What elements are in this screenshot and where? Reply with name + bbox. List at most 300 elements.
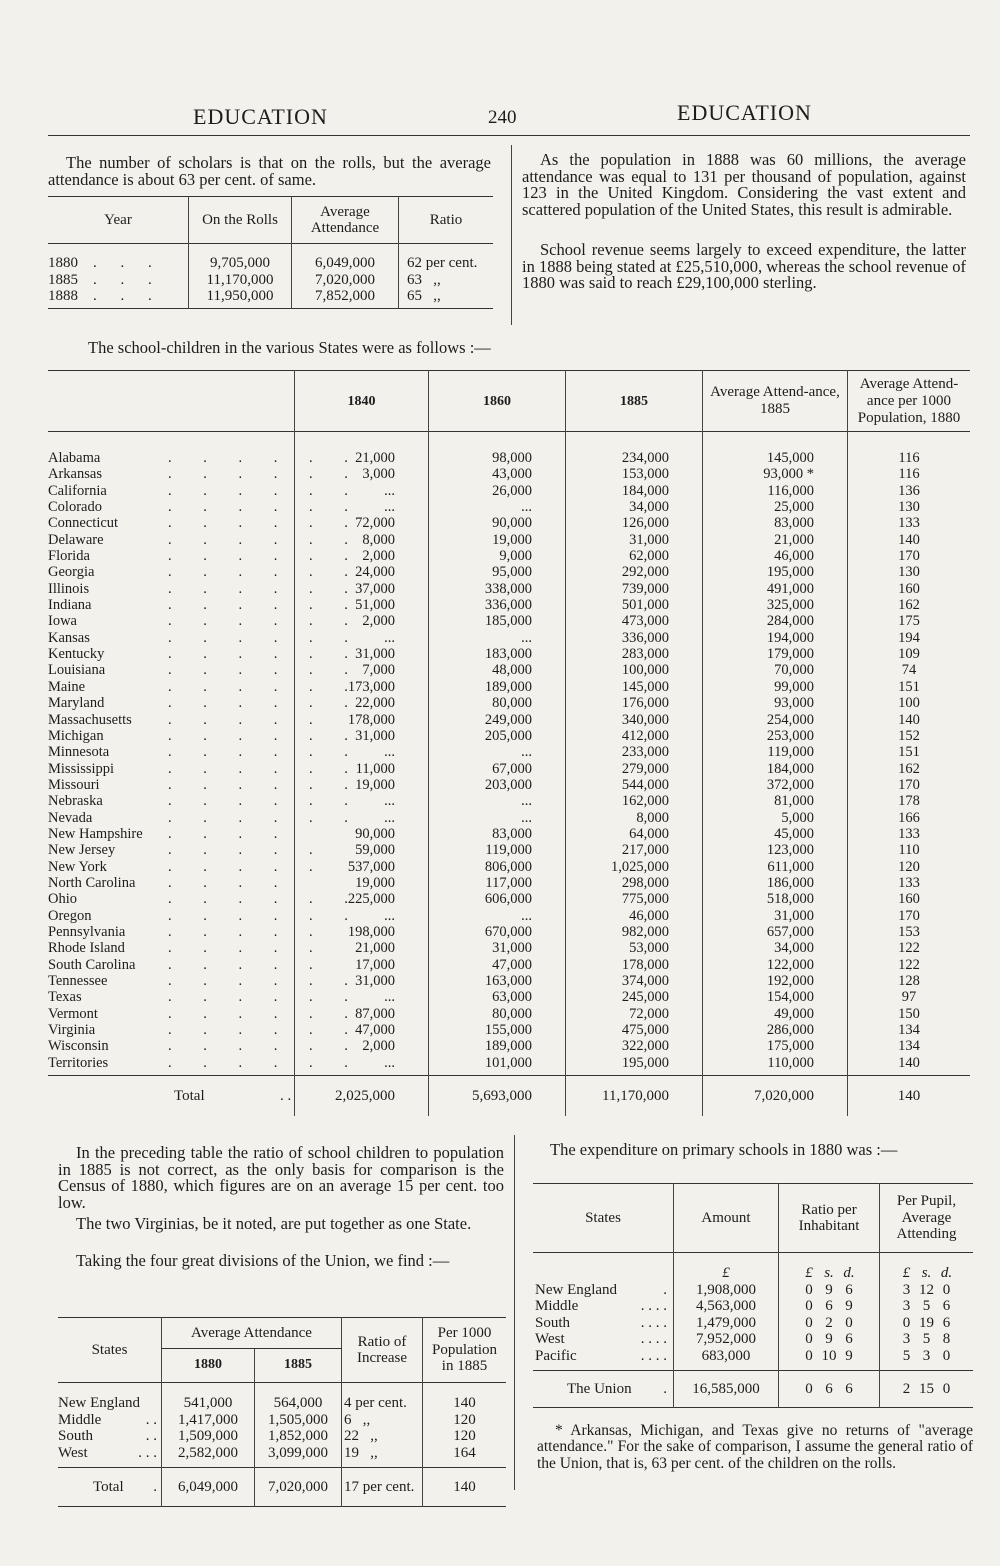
- state-row: [48, 1055, 970, 1076]
- exp-unit-ps: s.: [921, 1265, 932, 1281]
- years-row: [48, 288, 493, 308]
- state-dots: . . . . . .: [168, 907, 362, 924]
- division-ratio: 4 per cent.: [342, 1383, 423, 1412]
- state-per1000: 109: [848, 646, 971, 662]
- state-dots: . . . . . .: [168, 466, 362, 483]
- state-name: Minnesota: [48, 744, 110, 761]
- state-1885: 775,000: [566, 891, 703, 907]
- years-row: [48, 272, 493, 289]
- state-per1000: 153: [848, 924, 971, 940]
- division-name-cell: [58, 1428, 162, 1445]
- state-1885: 217,000: [566, 842, 703, 858]
- years-attendance: 6,049,000: [292, 244, 399, 272]
- expenditure-ratio: [779, 1315, 880, 1332]
- state-dots: . . . . . .: [168, 646, 362, 663]
- division-dots: . .: [145, 1411, 157, 1428]
- state-1840: 198,000: [295, 924, 429, 940]
- state-name: Pennsylvania: [48, 923, 126, 940]
- state-dots: . . . . .: [168, 956, 327, 973]
- years-header-ratio: Ratio: [399, 197, 494, 244]
- year-dots: . . .: [93, 255, 162, 271]
- state-row: [48, 744, 970, 760]
- exp-header-amount: Amount: [674, 1184, 779, 1253]
- division-per: 140: [423, 1383, 507, 1412]
- division-1880: 1,417,000: [162, 1412, 255, 1429]
- state-1860: 670,000: [429, 924, 566, 940]
- state-name: Mississippi: [48, 760, 115, 777]
- state-avg: 70,000: [703, 662, 848, 678]
- div-total-per: 140: [423, 1468, 507, 1507]
- division-name-cell: [58, 1445, 162, 1468]
- state-name-cell: [48, 1054, 362, 1076]
- state-name: Nevada: [48, 809, 93, 826]
- years-year: [48, 288, 189, 308]
- expenditure-pupil: [880, 1348, 974, 1371]
- state-1840: 21,000: [295, 940, 429, 956]
- state-1885: 412,000: [566, 728, 703, 744]
- state-name-cell: [48, 515, 362, 532]
- expenditure-table: [533, 1183, 973, 1408]
- state-1860: 95,000: [429, 564, 566, 580]
- state-1860: 9,000: [429, 548, 566, 564]
- state-1885: 336,000: [566, 630, 703, 646]
- years-header-attendance: Average Attendance: [292, 197, 399, 244]
- state-avg: 611,000: [703, 859, 848, 875]
- state-1840: 31,000: [295, 728, 429, 744]
- state-avg: 99,000: [703, 679, 848, 695]
- division-1880: 541,000: [162, 1383, 255, 1412]
- division-1880: 1,509,000: [162, 1428, 255, 1445]
- state-name-cell: [48, 776, 362, 793]
- state-dots: . . . . .: [168, 842, 327, 859]
- state-per1000: 162: [848, 761, 971, 777]
- expenditure-name: South: [535, 1314, 571, 1331]
- state-per1000: 100: [848, 695, 971, 711]
- expenditure-ratio-part: 9: [845, 1298, 853, 1314]
- state-name-cell: [48, 678, 362, 695]
- expenditure-pupil-part: 3: [902, 1331, 911, 1347]
- expenditure-ratio: [779, 1331, 880, 1348]
- state-1840: ...: [295, 810, 429, 826]
- state-per1000: 122: [848, 957, 971, 973]
- division-row: [58, 1445, 506, 1468]
- state-per1000: 116: [848, 432, 971, 467]
- state-dots: . . . . . .: [168, 482, 362, 499]
- state-name-cell: [48, 858, 327, 875]
- division-dots: . . .: [138, 1444, 157, 1461]
- state-1840: 72,000: [295, 515, 429, 531]
- state-per1000: 120: [848, 859, 971, 875]
- state-name: North Carolina: [48, 874, 136, 891]
- expenditure-row: [533, 1331, 973, 1348]
- state-avg: 145,000: [703, 432, 848, 467]
- state-per1000: 133: [848, 515, 971, 531]
- state-name-cell: [48, 973, 362, 989]
- state-row: [48, 875, 970, 891]
- years-table: [48, 196, 493, 309]
- expenditure-pupil: [880, 1298, 974, 1315]
- state-name-cell: [48, 564, 362, 581]
- state-per1000: 175: [848, 613, 971, 629]
- division-1885: 3,099,000: [255, 1445, 342, 1468]
- bottom-paragraph-virginias: The two Virginias, be it noted, are put together as one State.: [76, 1214, 472, 1233]
- expenditure-name: New England: [535, 1281, 618, 1298]
- expenditure-pupil: [880, 1315, 974, 1332]
- expenditure-pupil-part: 12: [919, 1281, 934, 1298]
- state-name: Tennessee: [48, 973, 108, 989]
- division-row: [58, 1412, 506, 1429]
- state-row: [48, 761, 970, 777]
- state-row: [48, 630, 970, 646]
- state-name: Georgia: [48, 564, 95, 581]
- state-dots: . . . . . .: [168, 744, 362, 761]
- state-1860: 47,000: [429, 957, 566, 973]
- state-avg: 46,000: [703, 548, 848, 564]
- expenditure-ratio-part: 0: [805, 1347, 813, 1364]
- state-1840: 11,000: [295, 761, 429, 777]
- state-row: [48, 826, 970, 842]
- state-per1000: 133: [848, 875, 971, 891]
- state-1840: ...: [295, 908, 429, 924]
- expenditure-amount: 7,952,000: [674, 1331, 779, 1348]
- state-1885: 234,000: [566, 432, 703, 467]
- state-name: Rhode Island: [48, 940, 125, 957]
- state-avg: 110,000: [703, 1055, 848, 1076]
- division-name: New England: [58, 1395, 141, 1411]
- years-rolls: 9,705,000: [189, 244, 292, 272]
- exp-total-label: The Union .: [567, 1380, 667, 1397]
- state-dots: . . . . . .: [168, 564, 362, 581]
- state-name: Arkansas: [48, 466, 102, 483]
- state-1840: 7,000: [295, 662, 429, 678]
- state-1885: 279,000: [566, 761, 703, 777]
- expenditure-name: West: [535, 1331, 565, 1347]
- state-1885: 473,000: [566, 613, 703, 629]
- expenditure-pupil-part: 3: [922, 1347, 931, 1364]
- state-name-cell: [48, 826, 295, 842]
- state-name: Virginia: [48, 1022, 96, 1039]
- state-1860: ...: [429, 908, 566, 924]
- state-1860: 83,000: [429, 826, 566, 842]
- state-1840: 8,000: [295, 532, 429, 548]
- state-dots: . . . . . .: [168, 1038, 362, 1055]
- state-1860: 63,000: [429, 989, 566, 1005]
- state-1885: 153,000: [566, 466, 703, 482]
- state-row: [48, 581, 970, 597]
- expenditure-ratio: [779, 1298, 880, 1315]
- state-1840: 17,000: [295, 957, 429, 973]
- state-1840: 173,000: [295, 679, 429, 695]
- states-table: [48, 370, 970, 1116]
- state-1840: ...: [295, 744, 429, 760]
- state-1860: ...: [429, 744, 566, 760]
- expenditure-name-cell: [533, 1282, 674, 1299]
- state-dots: . . . . .: [168, 711, 327, 728]
- state-dots: . . . . . .: [168, 499, 362, 516]
- state-name-cell: [48, 760, 362, 777]
- years-year: [48, 272, 189, 289]
- state-per1000: 160: [848, 581, 971, 597]
- expenditure-ratio: [779, 1348, 880, 1371]
- state-1885: 322,000: [566, 1038, 703, 1054]
- state-1860: 26,000: [429, 483, 566, 499]
- state-1840: ...: [295, 1055, 429, 1076]
- expenditure-row: [533, 1315, 973, 1332]
- state-1860: ...: [429, 810, 566, 826]
- state-per1000: 194: [848, 630, 971, 646]
- state-avg: 119,000: [703, 744, 848, 760]
- state-1885: 8,000: [566, 810, 703, 826]
- state-avg: 175,000: [703, 1038, 848, 1054]
- state-name-cell: [48, 646, 362, 663]
- division-ratio: 22 ,,: [342, 1428, 423, 1445]
- states-total-1840: 2,025,000: [295, 1076, 429, 1117]
- state-name: Michigan: [48, 727, 104, 744]
- year-label: 1888: [48, 288, 78, 304]
- state-1860: ...: [429, 630, 566, 646]
- state-dots: . . . . .: [168, 940, 327, 957]
- state-row: [48, 712, 970, 728]
- div-total-row: [58, 1468, 506, 1507]
- expenditure-ratio-part: 0: [805, 1314, 813, 1331]
- exp-header-states: States: [585, 1209, 621, 1226]
- state-1840: 3,000: [295, 466, 429, 482]
- division-row: [58, 1428, 506, 1445]
- states-total-avg: 7,020,000: [703, 1076, 848, 1117]
- state-name-cell: [48, 580, 362, 597]
- state-name: Louisiana: [48, 662, 106, 679]
- state-name: Vermont: [48, 1005, 98, 1022]
- state-1860: 67,000: [429, 761, 566, 777]
- state-row: [48, 564, 970, 580]
- expenditure-name-cell: [533, 1348, 674, 1371]
- division-per: 120: [423, 1412, 507, 1429]
- state-avg: 116,000: [703, 483, 848, 499]
- state-per1000: 166: [848, 810, 971, 826]
- state-avg: 194,000: [703, 630, 848, 646]
- state-1840: 21,000: [295, 432, 429, 467]
- state-dots: . . . . . .: [168, 776, 362, 793]
- state-1885: 34,000: [566, 499, 703, 515]
- state-avg: 253,000: [703, 728, 848, 744]
- state-1885: 233,000: [566, 744, 703, 760]
- state-name-cell: [48, 548, 362, 565]
- states-intro: The school-children in the various States were as follows :—: [88, 338, 491, 357]
- state-dots: . . . . . .: [168, 531, 362, 548]
- state-name-cell: [48, 499, 362, 516]
- state-1885: 340,000: [566, 712, 703, 728]
- state-dots: . . . . . .: [168, 891, 362, 908]
- state-avg: 93,000: [703, 695, 848, 711]
- division-1885: 564,000: [255, 1383, 342, 1412]
- expenditure-pupil: [880, 1331, 974, 1348]
- expenditure-name-cell: [533, 1315, 674, 1332]
- state-name: Ohio: [48, 891, 77, 908]
- state-per1000: 128: [848, 973, 971, 989]
- state-name-cell: [48, 891, 362, 908]
- states-total-1885: 11,170,000: [566, 1076, 703, 1117]
- state-1885: 739,000: [566, 581, 703, 597]
- state-avg: 83,000: [703, 515, 848, 531]
- state-row: [48, 940, 970, 956]
- states-header-name: [48, 371, 295, 432]
- state-avg: 122,000: [703, 957, 848, 973]
- state-1885: 374,000: [566, 973, 703, 989]
- column-divider-bottom: [514, 1135, 515, 1490]
- states-total-row: [48, 1076, 970, 1117]
- state-1840: ...: [295, 989, 429, 1005]
- state-dots: . . . . . .: [168, 597, 362, 614]
- state-name: Maine: [48, 678, 86, 695]
- exp-total-amount: 16,585,000: [674, 1371, 779, 1408]
- state-per1000: 140: [848, 532, 971, 548]
- state-1860: 806,000: [429, 859, 566, 875]
- states-header-avg: Average Attend-ance, 1885: [703, 371, 848, 432]
- state-avg: 284,000: [703, 613, 848, 629]
- state-name: Massachusetts: [48, 711, 132, 728]
- state-avg: 93,000 *: [703, 466, 848, 482]
- div-total-ratio: 17 per cent.: [342, 1468, 423, 1507]
- div-total-label: Total .: [93, 1478, 157, 1495]
- state-1860: 90,000: [429, 515, 566, 531]
- expenditure-ratio-part: 0: [805, 1298, 813, 1314]
- state-1885: 195,000: [566, 1055, 703, 1076]
- state-name: Wisconsin: [48, 1038, 109, 1055]
- years-ratio: 63 ,,: [399, 272, 494, 289]
- expenditure-pupil-part: 5: [922, 1298, 931, 1314]
- state-avg: 123,000: [703, 842, 848, 858]
- state-name: Maryland: [48, 695, 105, 712]
- state-dots: . . . . . .: [168, 809, 362, 826]
- state-per1000: 151: [848, 744, 971, 760]
- expenditure-row: [533, 1282, 973, 1299]
- state-name: Nebraska: [48, 793, 103, 810]
- div-header-states: States: [91, 1341, 128, 1358]
- state-1860: 80,000: [429, 1006, 566, 1022]
- years-ratio: 62 per cent.: [399, 244, 494, 272]
- state-1885: 245,000: [566, 989, 703, 1005]
- state-avg: 657,000: [703, 924, 848, 940]
- state-avg: 49,000: [703, 1006, 848, 1022]
- state-dots: . . . . . .: [168, 450, 362, 466]
- state-per1000: 74: [848, 662, 971, 678]
- state-1885: 46,000: [566, 908, 703, 924]
- exp-unit-s: s.: [824, 1265, 834, 1281]
- expenditure-name: Pacific: [535, 1347, 577, 1364]
- state-name: Texas: [48, 989, 82, 1006]
- state-1840: 31,000: [295, 973, 429, 989]
- state-1860: 80,000: [429, 695, 566, 711]
- intro-paragraph: The number of scholars is that on the rolls, but the average attendance is about 63 per cent. of same.: [48, 153, 491, 189]
- state-avg: 186,000: [703, 875, 848, 891]
- exp-unit-amount: £: [674, 1253, 779, 1282]
- div-header-1885: 1885: [255, 1349, 342, 1383]
- state-per1000: 152: [848, 728, 971, 744]
- state-per1000: 122: [848, 940, 971, 956]
- state-1860: 606,000: [429, 891, 566, 907]
- state-name-cell: [48, 875, 295, 891]
- state-avg: 81,000: [703, 793, 848, 809]
- state-name: New York: [48, 858, 107, 875]
- state-dots: . . . . . .: [168, 1054, 362, 1071]
- state-avg: 31,000: [703, 908, 848, 924]
- state-dots: . . . . . .: [168, 1005, 362, 1022]
- state-row: [48, 989, 970, 1005]
- state-1885: 126,000: [566, 515, 703, 531]
- state-avg: 154,000: [703, 989, 848, 1005]
- expenditure-ratio-part: 6: [825, 1298, 833, 1314]
- state-row: [48, 679, 970, 695]
- state-1840: ...: [295, 630, 429, 646]
- state-1860: 119,000: [429, 842, 566, 858]
- state-row: [48, 515, 970, 531]
- state-dots: . . . . . .: [168, 548, 362, 565]
- state-1885: 145,000: [566, 679, 703, 695]
- state-1860: 203,000: [429, 777, 566, 793]
- state-per1000: 133: [848, 826, 971, 842]
- exp-unit-d: d.: [843, 1265, 855, 1281]
- state-1860: 163,000: [429, 973, 566, 989]
- state-1840: 537,000: [295, 859, 429, 875]
- state-name: South Carolina: [48, 956, 136, 973]
- exp-unit-l: £: [805, 1265, 813, 1281]
- state-row: [48, 662, 970, 678]
- state-1840: 24,000: [295, 564, 429, 580]
- expenditure-ratio-part: 9: [825, 1331, 833, 1347]
- state-dots: . . . .: [168, 825, 292, 842]
- state-name-cell: [48, 1022, 362, 1039]
- state-per1000: 162: [848, 597, 971, 613]
- state-avg: 25,000: [703, 499, 848, 515]
- state-1860: 338,000: [429, 581, 566, 597]
- state-avg: 21,000: [703, 532, 848, 548]
- state-row: [48, 466, 970, 482]
- state-avg: 286,000: [703, 1022, 848, 1038]
- expenditure-name-cell: [533, 1331, 674, 1348]
- state-1860: 117,000: [429, 875, 566, 891]
- state-dots: . . . . . .: [168, 580, 362, 597]
- state-per1000: 151: [848, 679, 971, 695]
- state-row: [48, 924, 970, 940]
- state-dots: . . . . . .: [168, 629, 362, 646]
- right-paragraph-revenue: School revenue seems largely to exceed expenditure, the latter in 1888 being stated at £25,510,000, whereas the school revenue of 1880 was said to reach £29,100,000 sterling.: [522, 240, 967, 293]
- state-dots: . . . . . .: [168, 760, 362, 777]
- state-name: Colorado: [48, 499, 102, 516]
- expenditure-amount: 1,908,000: [674, 1282, 779, 1299]
- state-name-cell: [48, 466, 362, 483]
- state-row: [48, 613, 970, 629]
- expenditure-pupil-part: 3: [902, 1281, 911, 1298]
- header-right-title: EDUCATION: [677, 100, 812, 125]
- state-row: [48, 891, 970, 907]
- state-name-cell: [48, 744, 362, 761]
- state-1860: 205,000: [429, 728, 566, 744]
- state-1885: 501,000: [566, 597, 703, 613]
- running-header: [0, 100, 1000, 140]
- expenditure-pupil-part: 19: [919, 1314, 934, 1331]
- state-per1000: 134: [848, 1038, 971, 1054]
- state-1840: ...: [295, 499, 429, 515]
- years-rolls: 11,950,000: [189, 288, 292, 308]
- state-1885: 298,000: [566, 875, 703, 891]
- expenditure-pupil-part: 5: [922, 1331, 931, 1347]
- expenditure-row: [533, 1348, 973, 1371]
- state-1840: 2,000: [295, 1038, 429, 1054]
- state-name-cell: [48, 940, 327, 957]
- state-name-cell: [48, 613, 362, 630]
- expenditure-dots: . . . .: [640, 1298, 667, 1314]
- state-1860: 249,000: [429, 712, 566, 728]
